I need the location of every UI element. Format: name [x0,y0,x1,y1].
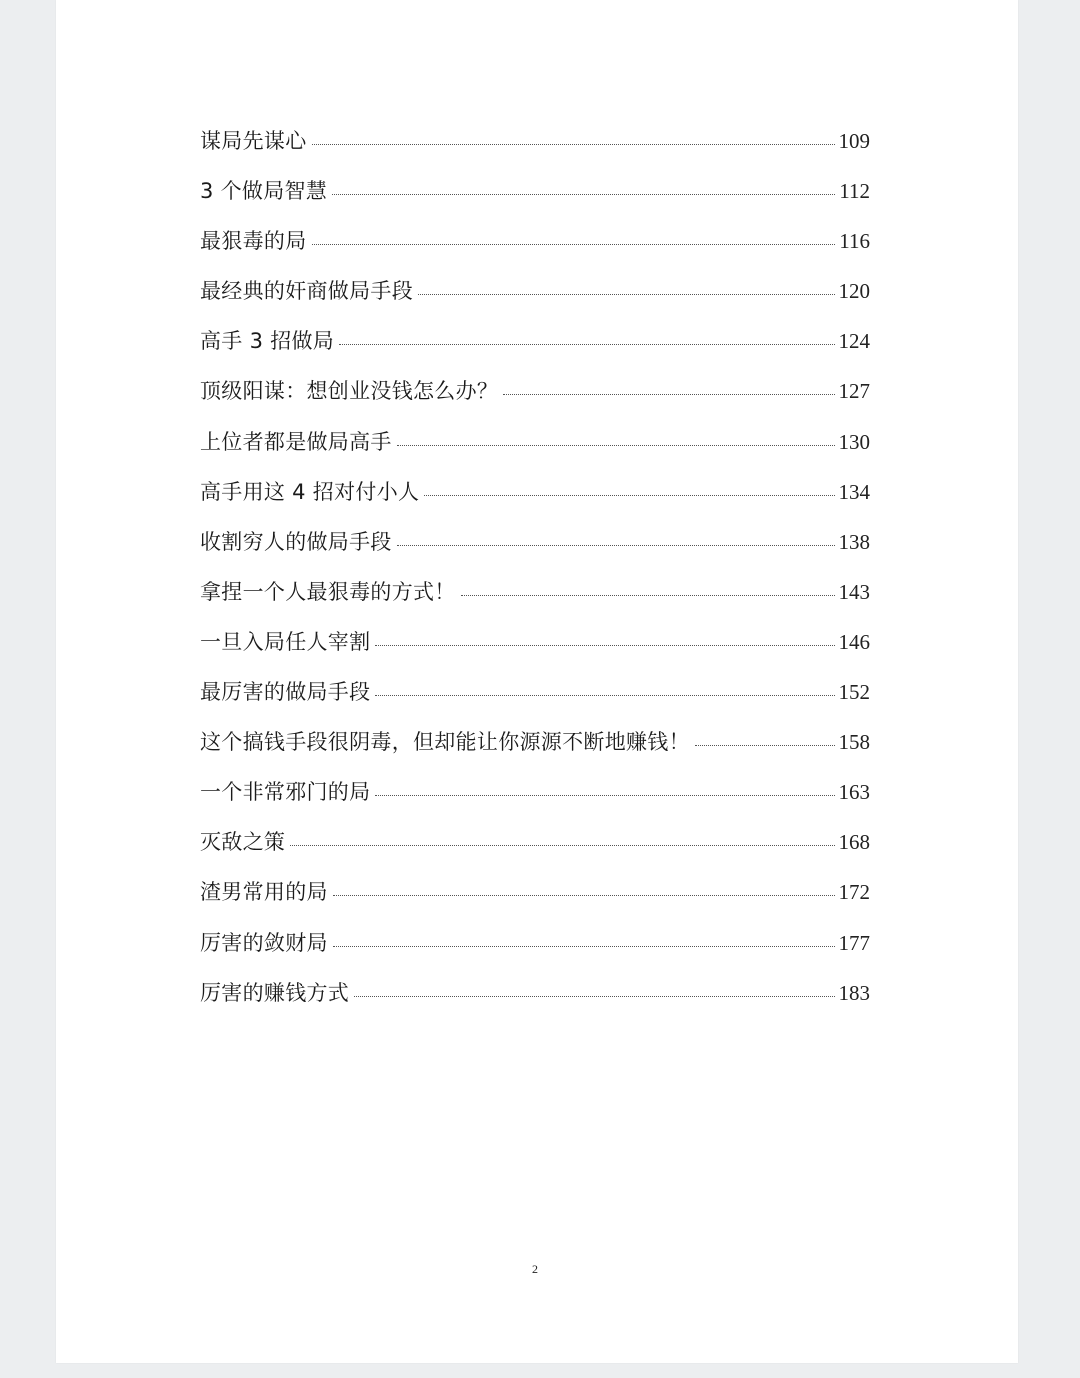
toc-entry-page: 158 [838,730,870,755]
dot-leader [375,645,834,646]
toc-entry-page: 163 [838,780,870,805]
toc-entry [200,626,870,676]
toc-entry-title: 谋局先谋心 [200,129,307,153]
dot-leader [503,394,834,395]
dot-leader [354,996,834,997]
toc-entry-title: 高手用这 4 招对付小人 [200,479,420,504]
toc-entry [200,125,870,175]
page-number: 2 [532,1262,538,1276]
toc-entry-page: 138 [838,529,870,554]
toc-entry-title: 渣男常用的局 [200,880,328,905]
toc-entry [200,726,870,776]
dot-leader [424,495,834,496]
toc-entry [200,526,870,576]
dot-leader [418,294,835,295]
dot-leader [332,194,835,195]
table-of-contents [200,125,870,1027]
toc-entry-page: 112 [839,179,870,204]
toc-entry-page: 124 [838,329,870,354]
toc-entry-page: 177 [838,930,870,955]
dot-leader [397,545,835,546]
toc-entry-title: 一个非常邪门的局 [200,780,371,805]
dot-leader [375,695,834,696]
toc-entry-page: 116 [839,229,870,254]
toc-entry-page: 172 [838,880,870,905]
toc-entry-page: 127 [838,379,870,404]
dot-leader [339,344,834,345]
dot-leader [312,144,835,145]
toc-entry-title: 收割穷人的做局手段 [200,529,392,554]
dot-leader [333,946,835,947]
toc-entry-page: 134 [838,479,870,504]
toc-entry-title: 高手 3 招做局 [200,329,335,354]
toc-entry [200,275,870,325]
toc-entry-title: 顶级阳谋：想创业没钱怎么办？ [200,379,499,404]
dot-leader [461,595,835,596]
toc-entry-title: 3 个做局智慧 [200,179,328,204]
dot-leader [290,845,834,846]
toc-entry-title: 最经典的奸商做局手段 [200,279,413,304]
toc-entry-title: 上位者都是做局高手 [200,429,392,454]
toc-entry [200,375,870,425]
toc-entry [200,826,870,876]
dot-leader [333,895,835,896]
dot-leader [397,445,835,446]
toc-entry [200,426,870,476]
toc-entry [200,476,870,526]
toc-entry-page: 143 [838,579,870,604]
toc-entry [200,977,870,1027]
toc-entry [200,876,870,926]
toc-entry [200,676,870,726]
dot-leader [375,795,834,796]
toc-entry-page: 152 [838,680,870,705]
toc-entry-title: 拿捏一个人最狠毒的方式！ [200,579,456,604]
dot-leader [695,745,835,746]
toc-entry [200,576,870,626]
toc-entry [200,776,870,826]
toc-entry-title: 一旦入局任人宰割 [200,629,371,654]
toc-entry-page: 120 [838,279,870,304]
toc-entry-page: 130 [838,429,870,454]
toc-entry [200,927,870,977]
toc-entry [200,325,870,375]
dot-leader [312,244,836,245]
toc-entry-title: 厉害的赚钱方式 [200,980,350,1005]
toc-entry-title: 最厉害的做局手段 [200,680,371,705]
toc-entry [200,175,870,225]
toc-entry-title: 最狠毒的局 [200,229,307,254]
toc-entry-page: 183 [838,980,870,1005]
toc-entry [200,225,870,275]
toc-entry-page: 168 [838,830,870,855]
toc-entry-title: 这个搞钱手段很阴毒，但却能让你源源不断地赚钱！ [200,730,690,755]
toc-entry-title: 厉害的敛财局 [200,930,328,955]
toc-entry-title: 灭敌之策 [200,830,286,855]
document-page [56,0,1018,1363]
toc-entry-page: 146 [838,629,870,654]
toc-entry-page: 109 [838,129,870,153]
